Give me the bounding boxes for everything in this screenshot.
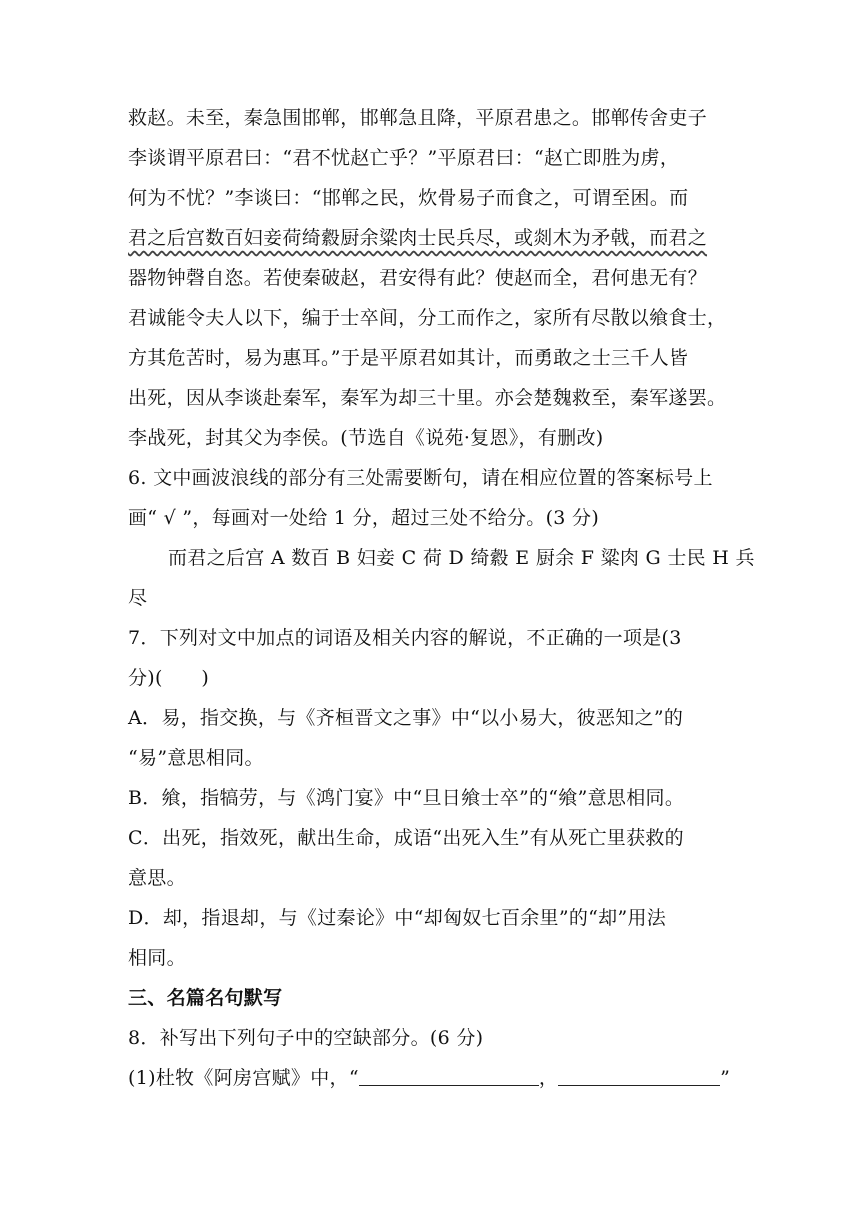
passage-line-6: 君诚能令夫人以下，编于士卒间，分工而作之，家所有尽散以飨食士， bbox=[128, 307, 727, 329]
document-content bbox=[128, 98, 755, 1098]
question-8-item-1-suffix: ” bbox=[720, 1067, 731, 1089]
passage-line-2: 李谈谓平原君曰：“君不忧赵亡乎？”平原君曰：“赵亡即胜为虏， bbox=[128, 147, 680, 169]
question-7-option-b: B．飨，指犒劳，与《鸿门宴》中“旦日飨士卒”的“飨”意思相同。 bbox=[128, 787, 685, 809]
passage-line-4-wavy: 君之后宫数百妇妾荷绮縠厨余粱肉士民兵尽，或剡木为矛戟，而君之 bbox=[128, 227, 708, 249]
question-6-options-line-2: 尽 bbox=[128, 587, 148, 609]
passage-line-3: 何为不忧？”李谈曰：“邯郸之民，炊骨易子而食之，可谓至困。而 bbox=[128, 187, 689, 209]
question-8-item-1 bbox=[128, 1058, 740, 1098]
question-7-option-d-line-2: 相同。 bbox=[128, 947, 186, 969]
question-7-line-1: 7．下列对文中加点的词语及相关内容的解说，不正确的一项是(3 bbox=[128, 627, 682, 649]
answer-blank-1[interactable] bbox=[359, 1063, 539, 1086]
passage-line-1: 救赵。未至，秦急围邯郸，邯郸急且降，平原君患之。邯郸传舍吏子 bbox=[128, 107, 708, 129]
passage-line-7: 方其危苦时，易为惠耳。”于是平原君如其计，而勇敢之士三千人皆 bbox=[128, 347, 689, 369]
question-7-option-c-line-2: 意思。 bbox=[128, 867, 186, 889]
question-8-item-1-prefix: (1)杜牧《阿房宫赋》中，“ bbox=[128, 1067, 359, 1089]
passage-line-9: 李战死，封其父为李侯。(节选自《说苑·复恩》，有删改) bbox=[128, 427, 604, 449]
question-6-line-1: 6. 文中画波浪线的部分有三处需要断句，请在相应位置的答案标号上 bbox=[128, 467, 713, 489]
question-7-option-a-line-1: A．易，指交换，与《齐桓晋文之事》中“以小易大，彼恶知之”的 bbox=[128, 707, 684, 729]
passage-line-8: 出死，因从李谈赴秦军，秦军为却三十里。亦会楚魏救至，秦军遂罢。 bbox=[128, 387, 727, 409]
question-6-options-line-1: 而君之后宫 A 数百 B 妇妾 C 荷 D 绮縠 E 厨余 F 粱肉 G 士民 H 兵 bbox=[168, 547, 755, 569]
question-8-line-1: 8．补写出下列句子中的空缺部分。(6 分) bbox=[128, 1027, 484, 1049]
question-7-line-2: 分)( ) bbox=[128, 667, 210, 689]
question-7-option-d-line-1: D．却，指退却，与《过秦论》中“却匈奴七百余里”的“却”用法 bbox=[128, 907, 667, 929]
question-7-option-c-line-1: C．出死，指效死，献出生命，成语“出死入生”有从死亡里获救的 bbox=[128, 827, 684, 849]
question-7-option-a-line-2: “易”意思相同。 bbox=[128, 747, 264, 769]
question-8-item-1-comma: ， bbox=[538, 1067, 559, 1089]
section-3-title: 三、名篇名句默写 bbox=[128, 987, 283, 1009]
passage-line-5: 器物钟磬自恣。若使秦破赵，君安得有此？使赵而全，君何患无有？ bbox=[128, 267, 708, 289]
answer-blank-2[interactable] bbox=[558, 1063, 720, 1086]
question-6-line-2: 画“ √ ”，每画对一处给 1 分，超过三处不给分。(3 分) bbox=[128, 507, 600, 529]
